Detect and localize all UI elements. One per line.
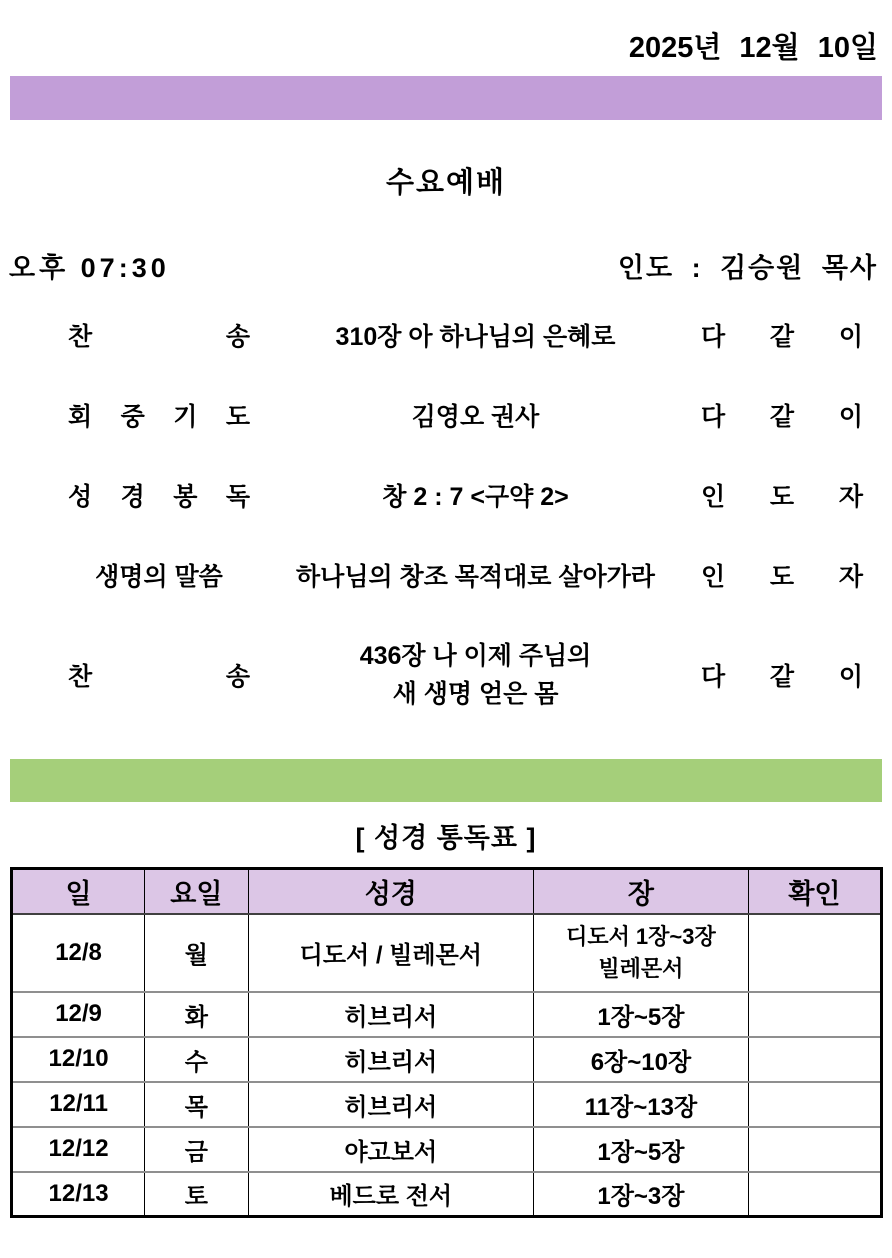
- chapters-line-2: 빌레몬서: [598, 955, 684, 981]
- column-header-check: 확인: [748, 869, 881, 914]
- service-row-performer: 다 같 이: [701, 403, 863, 431]
- cell-chapters: 1장~5장: [533, 992, 748, 1037]
- reading-table-title: [ 성경 통독표 ]: [355, 823, 537, 853]
- service-row-performer: 다 같 이: [701, 323, 863, 351]
- column-header-book: 성경: [248, 869, 533, 914]
- cell-weekday: 화: [145, 992, 249, 1037]
- service-row-content: 창 2 : 7 <구약 2>: [382, 483, 569, 511]
- document-date: 2025년 12월 10일: [628, 32, 878, 64]
- table-row: [12, 1127, 882, 1172]
- cell-chapters: [533, 914, 748, 992]
- column-header-weekday: 요일: [145, 869, 249, 914]
- chapters-line-1: 디도서 1장~3장: [566, 923, 716, 949]
- cell-weekday: 토: [145, 1172, 249, 1217]
- cell-check: [748, 914, 881, 992]
- service-row-label: 생명의 말씀: [95, 563, 223, 591]
- hymn-line-2: 새 생명 얻은 몸: [392, 680, 559, 708]
- cell-check: [748, 1082, 881, 1127]
- cell-book: 야고보서: [248, 1127, 533, 1172]
- service-row-sermon: [0, 559, 892, 591]
- service-row-content: 하나님의 창조 목적대로 살아가라: [296, 563, 655, 591]
- service-row-scripture-reading: [0, 479, 892, 511]
- cell-chapters: 1장~3장: [533, 1172, 748, 1217]
- cell-chapters: 6장~10장: [533, 1037, 748, 1082]
- cell-chapters: 1장~5장: [533, 1127, 748, 1172]
- table-header-row: [12, 869, 882, 914]
- service-row-content: [250, 637, 701, 713]
- page-title: 수요예배: [385, 167, 507, 199]
- cell-weekday: 금: [145, 1127, 249, 1172]
- cell-date: 12/10: [12, 1037, 145, 1082]
- cell-check: [748, 1127, 881, 1172]
- cell-date: 12/8: [12, 914, 145, 992]
- service-row-performer: 인 도 자: [701, 563, 863, 591]
- service-order-list: [0, 319, 892, 711]
- service-leader: 인도 : 김승원 목사: [617, 253, 878, 283]
- cell-book: 히브리서: [248, 1082, 533, 1127]
- table-row: [12, 1172, 882, 1217]
- service-row-performer: 인 도 자: [701, 483, 863, 511]
- column-header-date: 일: [12, 869, 145, 914]
- service-row-label: 회 중 기 도: [68, 403, 250, 431]
- cell-weekday: 수: [145, 1037, 249, 1082]
- service-row-performer: 다 같 이: [701, 663, 863, 691]
- table-row: [12, 914, 882, 992]
- service-row-label: 성 경 봉 독: [68, 483, 250, 511]
- service-time: 오후 07:30: [9, 253, 170, 283]
- service-row-label: 찬 송: [68, 663, 250, 691]
- service-row-congregational-prayer: [0, 399, 892, 431]
- table-row: [12, 992, 882, 1037]
- cell-check: [748, 1172, 881, 1217]
- cell-book: 히브리서: [248, 992, 533, 1037]
- cell-book: 베드로 전서: [248, 1172, 533, 1217]
- column-header-chapters: 장: [533, 869, 748, 914]
- service-row-hymn-1: [0, 319, 892, 351]
- service-row-content: 310장 아 하나님의 은혜로: [335, 323, 616, 351]
- service-meta: [0, 246, 892, 285]
- cell-book: 히브리서: [248, 1037, 533, 1082]
- hymn-line-1: 436장 나 이제 주님의: [359, 642, 592, 670]
- cell-check: [748, 992, 881, 1037]
- cell-date: 12/12: [12, 1127, 145, 1172]
- cell-weekday: 월: [145, 914, 249, 992]
- table-row: [12, 1082, 882, 1127]
- service-row-content: 김영오 권사: [411, 403, 540, 431]
- green-divider-banner: [10, 759, 882, 802]
- service-row-hymn-2: [0, 639, 892, 711]
- cell-check: [748, 1037, 881, 1082]
- service-row-label: 찬 송: [68, 323, 250, 351]
- cell-weekday: 목: [145, 1082, 249, 1127]
- cell-chapters: 11장~13장: [533, 1082, 748, 1127]
- table-row: [12, 1037, 882, 1082]
- cell-book: 디도서 / 빌레몬서: [248, 914, 533, 992]
- cell-date: 12/11: [12, 1082, 145, 1127]
- purple-divider-banner: [10, 76, 882, 120]
- bible-reading-table: [10, 867, 883, 1218]
- cell-date: 12/13: [12, 1172, 145, 1217]
- cell-date: 12/9: [12, 992, 145, 1037]
